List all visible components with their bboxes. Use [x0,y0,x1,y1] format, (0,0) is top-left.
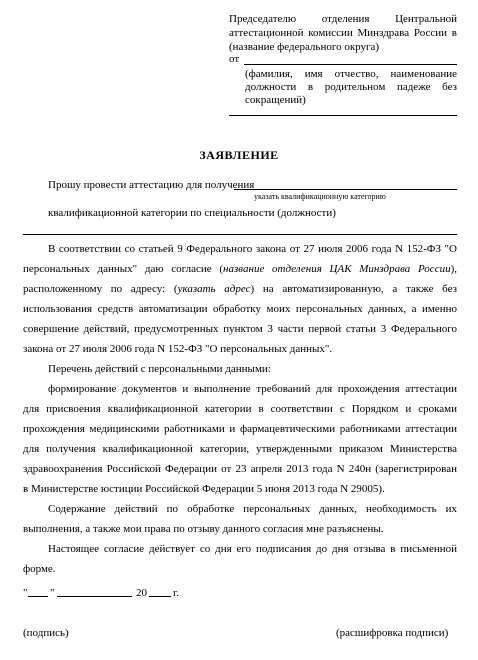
actions-line-6: в Министерстве юстиции Российской Федерации 5 июня 2013 года N 29005). [23,483,385,495]
category-underline[interactable] [234,189,457,190]
addressee-district-hint: (название федерального округа) [229,41,380,53]
from-hint-line-1: (фамилия, имя отчество, наименование [245,68,457,80]
actions-line-3: прохождения медицинскими работниками и фармацевтическими работниками аттестации [23,423,457,435]
date-close-quote: " [50,587,55,599]
consent-line-6: закона от 27 июля 2006 года N 152-ФЗ "О персональных данных". [23,343,333,355]
date-open-quote: " [23,587,28,599]
addressee-line-2: аттестационной комиссии Минздрава России в [229,27,457,39]
addressee-line-1: Председателю отделения Центральной [229,13,457,25]
from-hint-line-2: должности в родительном падеже без [245,81,457,93]
signature-label: (подпись) [23,627,69,639]
actions-line-4: для получения квалификационной категории, утвержденными приказом Министерства [23,443,457,455]
from-underline[interactable] [244,64,457,65]
actions-line-2: для присвоения квалификационной категории в соответствии с Порядком и сроками [23,403,457,415]
validity-line-2: форме. [23,563,56,575]
consent-line-4: использования средств автоматизации обработку моих персональных данных, а именно [23,303,457,315]
explained-line-1: Содержание действий по обработке персональных данных, необходимость их [48,503,457,515]
from-hint-line-3: сокращений) [245,94,306,106]
actions-heading: Перечень действий с персональными данными: [48,363,271,375]
actions-line-1: формирование документов и выполнение требований для прохождения аттестации [48,383,457,395]
signature-transcript-label: (расшифровка подписи) [336,627,449,639]
explained-line-2: выполнения, а также мои права по отзыву данного согласия мне разъяснены. [23,523,384,535]
year-field[interactable] [149,596,171,597]
consent-line-5: совершение действий, предусмотренных пунктом 3 части первой статьи 3 Федерального [23,323,457,335]
month-field[interactable] [57,596,132,597]
specialty-underline[interactable] [23,234,457,235]
validity-line-1: Настоящее согласие действует со дня его подписания до дня отзыва в письменной [48,543,457,555]
day-field[interactable] [28,596,48,597]
year-suffix: г. [173,587,180,599]
consent-line-2: персональных данных" даю согласие (название отделения ЦАК Минздрава России), [23,263,457,275]
consent-line-1: В соответствии со статьей 9 Федерального закона от 27 июля 2006 года N 152-ФЗ "О [48,243,457,255]
request-text: Прошу провести аттестацию для получения [48,179,255,191]
consent-line-3: расположенному по адресу: (указать адрес) на автоматизированную, а также без [23,283,457,295]
document-title: ЗАЯВЛЕНИЕ [199,148,279,162]
year-prefix: 20 [136,587,147,599]
from-label: от [229,53,240,65]
addressee-bottom-line[interactable] [229,115,457,116]
actions-line-5: здравоохранения Российской Федерации от 23 апреля 2013 года N 240н (зарегистрирован [23,463,457,475]
request-line-2: квалификационной категории по специальности (должности) [48,207,336,219]
category-hint: указать квалификационную категорию [254,192,386,201]
